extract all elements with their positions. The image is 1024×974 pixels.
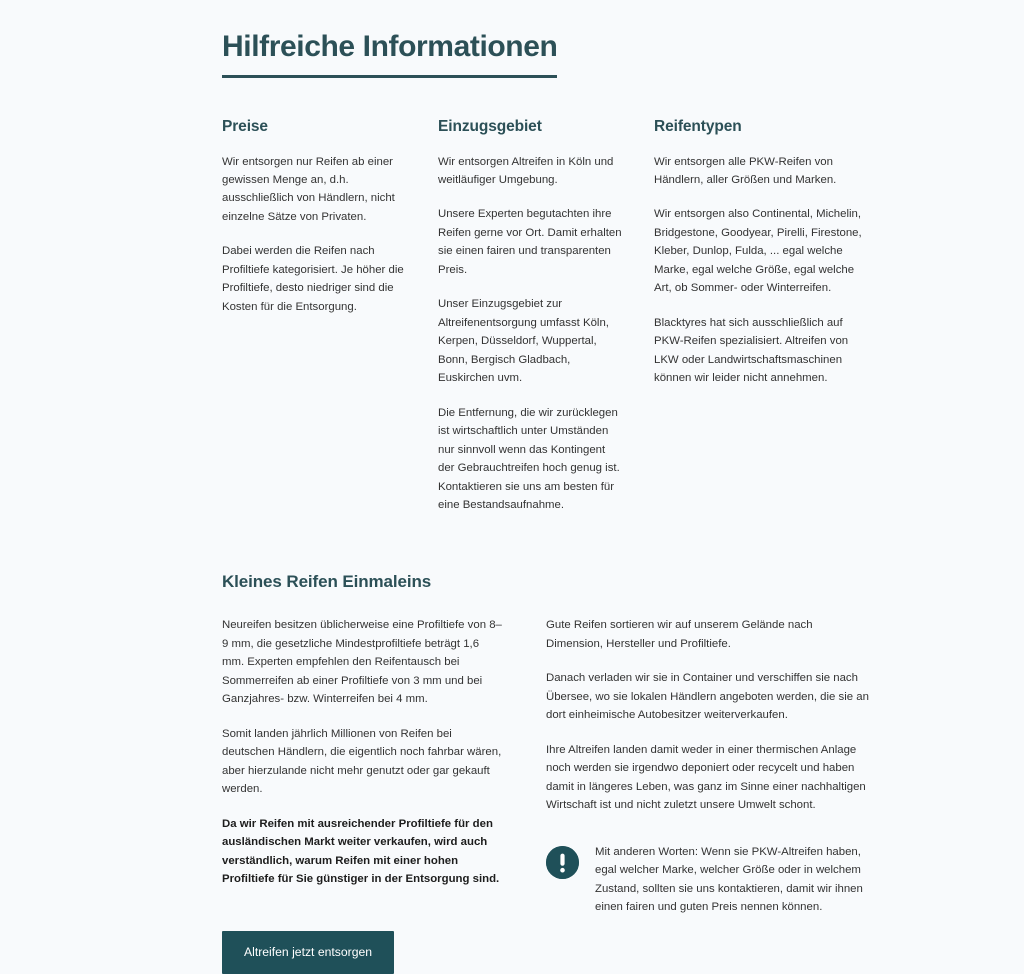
paragraph: Wir entsorgen also Continental, Michelin, Bridgestone, Goodyear, Pirelli, Firestone, Kleber, Dunlop, Fulda, ... egal welche Marke, egal welche Größe, egal welche Art, ob Sommer- oder Winterreifen. — [654, 208, 862, 295]
paragraph: Unser Einzugsgebiet zur Altreifenentsorgung umfasst Köln, Kerpen, Düsseldorf, Wuppertal, Bonn, Bergisch Gladbach, Euskirchen uvm. — [438, 298, 609, 385]
section-heading-preise: Preise — [222, 117, 268, 135]
einmaleins-column-left — [222, 616, 546, 973]
paragraph: Wir entsorgen Altreifen in Köln und weitläufiger Umgebung. — [438, 155, 614, 186]
paragraph: Unsere Experten begutachten ihre Reifen gerne vor Ort. Damit erhalten sie einen fairen und transparenten Preis. — [438, 208, 622, 276]
altreifen-entsorgen-button[interactable]: Altreifen jetzt entsorgen — [222, 931, 394, 974]
paragraph: Ihre Altreifen landen damit weder in einer thermischen Anlage noch werden sie irgendwo deponiert oder recycelt und haben damit in längeres Leben, was ganz im Sinne einer nachhaltigen Wirtschaft ist und nicht zuletzt unsere Umwelt schont. — [546, 743, 866, 812]
einmaleins-columns — [222, 616, 870, 973]
info-column-reifentypen — [654, 118, 870, 515]
einmaleins-column-right — [546, 616, 870, 973]
callout-box — [546, 843, 870, 917]
callout-text: Mit anderen Worten: Wenn sie PKW-Altreifen haben, egal welcher Marke, welcher Größe oder in welchem Zustand, sollten sie uns kontaktieren, damit wir ihnen einen fairen und guten Preis nennen können. — [595, 845, 863, 914]
paragraph: Danach verladen wir sie in Container und verschiffen sie nach Übersee, wo sie lokalen Händlern angeboten werden, die sie an dort einheimische Autobesitzer weiterverkaufen. — [546, 672, 869, 722]
paragraph: Dabei werden die Reifen nach Profiltiefe kategorisiert. Je höher die Profiltiefe, desto niedriger sind die Kosten für die Entsorgung. — [222, 245, 404, 313]
paragraph: Wir entsorgen nur Reifen ab einer gewissen Menge an, d.h. ausschließlich von Händlern, nicht einzelne Sätze von Privaten. — [222, 155, 395, 223]
info-column-einzugsgebiet — [438, 118, 654, 515]
section-heading-einmaleins: Kleines Reifen Einmaleins — [222, 572, 432, 592]
paragraph: Die Entfernung, die wir zurücklegen ist wirtschaftlich unter Umständen nur sinnvoll wenn das Kontingent der Gebrauchtreifen hoch genug ist. Kontaktieren sie uns am besten für eine Bestandsaufnahme. — [438, 406, 620, 511]
info-column-preise — [222, 118, 438, 515]
info-columns — [222, 118, 870, 515]
paragraph: Neureifen besitzen üblicherweise eine Profiltiefe von 8–9 mm, die gesetzliche Mindestprofiltiefe beträgt 1,6 mm. Experten empfehlen den Reifentausch bei Sommerreifen ab einer Profiltiefe von 3 mm und bei Ganzjahres- bzw. Winterreifen bei 4 mm. — [222, 619, 502, 706]
einmaleins-section — [222, 572, 870, 973]
paragraph: Wir entsorgen alle PKW-Reifen von Händlern, aller Größen und Marken. — [654, 155, 837, 186]
paragraph: Blacktyres hat sich ausschließlich auf PKW-Reifen spezialisiert. Altreifen von LKW oder Landwirtschaftsmaschinen können wir leider nicht annehmen. — [654, 316, 849, 385]
section-heading-reifentypen: Reifentypen — [654, 117, 742, 135]
section-heading-einzugsgebiet: Einzugsgebiet — [438, 117, 542, 135]
paragraph: Gute Reifen sortieren wir auf unserem Gelände nach Dimension, Hersteller und Profiltiefe. — [546, 619, 813, 650]
paragraph-emphasis: Da wir Reifen mit ausreichender Profiltiefe für den ausländischen Markt weiter verkaufen, wird auch verständlich, warum Reifen mit einer hohen Profiltiefe für Sie günstiger in der Entsorgung sind. — [222, 817, 500, 886]
paragraph: Somit landen jährlich Millionen von Reifen bei deutschen Händlern, die eigentlich noch fahrbar wären, aber hierzulande nicht mehr genutzt oder gar gekauft werden. — [222, 727, 502, 796]
exclamation-circle-icon — [546, 846, 579, 879]
content-container — [222, 30, 870, 974]
page-title: Hilfreiche Informationen — [222, 30, 557, 78]
